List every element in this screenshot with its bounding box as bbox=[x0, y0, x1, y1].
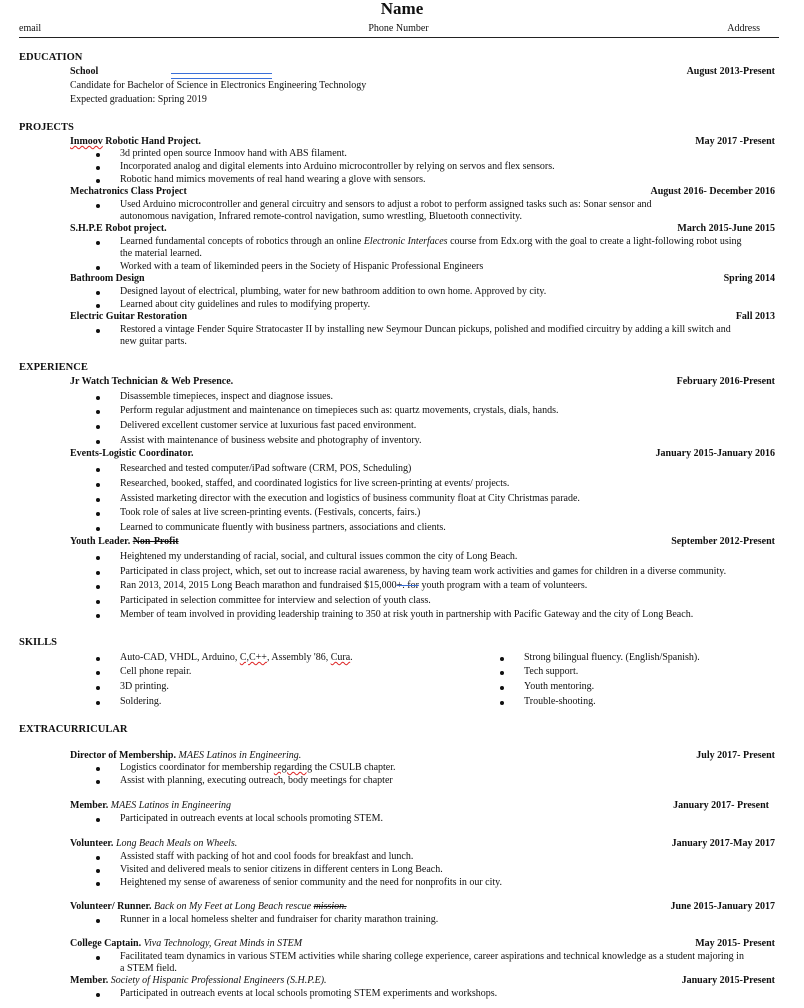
bullet-text: Heightened my understanding of racial, social, and cultural issues common the city of Long Beach. bbox=[120, 551, 518, 562]
section-projects: PROJECTS bbox=[19, 122, 74, 133]
school-name: School bbox=[70, 66, 99, 77]
bullet bbox=[96, 329, 100, 333]
bullet-text-cont: the material learned. bbox=[120, 248, 202, 259]
project-date: May 2017 -Present bbox=[695, 136, 775, 147]
activity-title bbox=[70, 838, 237, 849]
bullet-text: Assist with maintenance of business website and photography of inventory. bbox=[120, 435, 422, 446]
job-title: Events-Logistic Coordinator. bbox=[70, 448, 194, 459]
bullet bbox=[96, 571, 100, 575]
bullet-text-part: Logistics coordinator for membership bbox=[120, 762, 274, 773]
bullet-text: Assisted staff with packing of hot and cool foods for breakfast and lunch. bbox=[120, 851, 414, 862]
activity-date: July 2017- Present bbox=[696, 750, 775, 761]
bullet-text: Worked with a team of likeminded peers in the Society of Hispanic Professional Engineers bbox=[120, 261, 484, 272]
job-date: September 2012-Present bbox=[671, 536, 775, 547]
phone-number: Phone Number bbox=[368, 23, 429, 34]
activity-title bbox=[70, 901, 347, 912]
activity-date: May 2015- Present bbox=[695, 938, 775, 949]
bullet-text: Robotic hand mimics movements of real hand wearing a glove with sensors. bbox=[120, 174, 426, 185]
bullet bbox=[96, 241, 100, 245]
bullet bbox=[96, 657, 100, 661]
graduation-line: Expected graduation: Spring 2019 bbox=[70, 94, 207, 105]
activity-role: Member. bbox=[70, 975, 109, 986]
section-extracurricular: EXTRACURRICULAR bbox=[19, 724, 128, 735]
job-title: Jr Watch Technician & Web Presence. bbox=[70, 376, 234, 387]
bullet bbox=[96, 410, 100, 414]
bullet bbox=[96, 686, 100, 690]
project-date: Spring 2014 bbox=[723, 273, 775, 284]
bullet-text: Assist with planning, executing outreach, body meetings for chapter bbox=[120, 775, 393, 786]
skill-text: C,C++ bbox=[239, 652, 267, 663]
bullet-text: Learned about city guidelines and rules to modifying property. bbox=[120, 299, 371, 310]
bullet-text: Assisted marketing director with the execution and logistics of business community float at City Christmas parade. bbox=[120, 493, 580, 504]
bullet-text: Delivered excellent customer service at luxurious fast paced environment. bbox=[120, 420, 417, 431]
activity-date: June 2015-January 2017 bbox=[670, 901, 775, 912]
section-experience: EXPERIENCE bbox=[19, 362, 88, 373]
bullet bbox=[96, 585, 100, 589]
bullet-text: Researched, booked, staffed, and coordinated logistics for live screen-printing at events/ projects. bbox=[120, 478, 510, 489]
bullet-text: Perform regular adjustment and maintenance on timepieces such as: quartz movements, crystals, dials, hands. bbox=[120, 405, 559, 416]
email: email bbox=[19, 23, 42, 34]
education-date: August 2013-Present bbox=[686, 66, 775, 77]
project-title: Electric Guitar Restoration bbox=[70, 311, 188, 322]
job-date: February 2016-Present bbox=[676, 376, 775, 387]
activity-role: Member. bbox=[70, 800, 109, 811]
bullet-text: Used Arduino microcontroller and general circuitry and sensors to adjust a robot to perform assigned tasks such as: Sonar sensor and bbox=[120, 199, 652, 210]
struck-text: mission. bbox=[313, 901, 347, 912]
bullet-text-part: Ran 2013, 2014, 2015 Long Beach marathon and fundraised $15,000 bbox=[120, 580, 397, 591]
bullet-text: Heightened my sense of awareness of senior community and the need for nonprofits in our city. bbox=[120, 877, 503, 888]
activity-role: Director of Membership. bbox=[70, 750, 176, 761]
skill-item: Tech support. bbox=[524, 666, 579, 677]
section-skills: SKILLS bbox=[19, 637, 57, 648]
bullet-text: Participated in outreach events at local schools promoting STEM. bbox=[120, 813, 383, 824]
project-date: Fall 2013 bbox=[735, 311, 775, 322]
project-title: Mechatronics Class Project bbox=[70, 186, 187, 197]
skill-item: Cell phone repair. bbox=[120, 666, 192, 677]
bullet bbox=[96, 527, 100, 531]
bullet-text: Facilitated team dynamics in various STEM activities while sharing college experience, career aspirations and technical knowledge as a student majoring in bbox=[120, 951, 744, 962]
activity-org: Society of Hispanic Professional Engineers (S.H.P.E). bbox=[108, 975, 327, 986]
bullet bbox=[96, 483, 100, 487]
bullet-text: Disassemble timepieces, inspect and diagnose issues. bbox=[120, 391, 334, 402]
bullet bbox=[96, 440, 100, 444]
activity-role: Volunteer. bbox=[70, 838, 114, 849]
skill-text: . bbox=[350, 652, 353, 663]
activity-org: Back on My Feet at Long Beach rescue bbox=[151, 901, 314, 912]
bullet bbox=[500, 671, 504, 675]
activity-org: MAES Latinos in Engineering. bbox=[176, 750, 302, 761]
bullet bbox=[96, 767, 100, 771]
activity-org: MAES Latinos in Engineering bbox=[108, 800, 232, 811]
project-title bbox=[70, 136, 201, 147]
project-title: S.H.P.E Robot project. bbox=[70, 223, 167, 234]
bullet-text-cont: autonomous navigation, Infrared remote-control navigation, sumo wrestling, Bluetooth connectivity. bbox=[120, 211, 523, 222]
activity-org: Viva Technology, Great Minds in STEM bbox=[141, 938, 303, 949]
project-title: Bathroom Design bbox=[70, 273, 145, 284]
bullet bbox=[500, 686, 504, 690]
bullet bbox=[96, 556, 100, 560]
skill-item bbox=[120, 652, 353, 663]
skill-item: Youth mentoring. bbox=[524, 681, 595, 692]
bullet-text-part: the CSULB chapter. bbox=[312, 762, 396, 773]
section-education: EDUCATION bbox=[19, 52, 83, 63]
bullet bbox=[96, 701, 100, 705]
bullet-text bbox=[120, 762, 396, 773]
blue-underline-mark bbox=[171, 73, 272, 79]
bullet-text: Participated in outreach events at local schools promoting STEM experiments and workshops. bbox=[120, 988, 498, 999]
struck-text: Non-Profit bbox=[132, 536, 179, 547]
bullet bbox=[96, 671, 100, 675]
bullet bbox=[96, 919, 100, 923]
bullet-text: Researched and tested computer/iPad software (CRM, POS, Scheduling) bbox=[120, 463, 412, 474]
bullet-text: Restored a vintage Fender Squire Stratocaster II by installing new Seymour Duncan pickups, polished and modified circuitry by adding a kill switch and bbox=[120, 324, 731, 335]
bullet bbox=[96, 600, 100, 604]
job-date: January 2015-January 2016 bbox=[655, 448, 775, 459]
bullet bbox=[96, 204, 100, 208]
bullet-text-cont: a STEM field. bbox=[120, 963, 177, 974]
activity-title bbox=[70, 938, 302, 949]
bullet-text: 3d printed open source Inmoov hand with ABS filament. bbox=[120, 148, 347, 159]
bullet-text: Participated in selection committee for interview and selection of youth class. bbox=[120, 595, 431, 606]
bullet bbox=[96, 856, 100, 860]
bullet-text: Incorporated analog and digital elements into Arduino microcontroller by relying on servos and flex sensors. bbox=[120, 161, 555, 172]
activity-role: Volunteer/ Runner. bbox=[70, 901, 152, 912]
activity-date: January 2015-Present bbox=[681, 975, 775, 986]
bullet-text-part: course from Edx.org with the goal to create a light-following robot using bbox=[447, 236, 742, 247]
bullet bbox=[500, 657, 504, 661]
activity-title bbox=[70, 800, 231, 811]
bullet bbox=[500, 701, 504, 705]
header-divider bbox=[19, 37, 779, 38]
job-title-text: Youth Leader. bbox=[70, 536, 133, 547]
bullet-text: Designed layout of electrical, plumbing, water for new bathroom addition to own home. Approved by city. bbox=[120, 286, 547, 297]
bullet bbox=[96, 396, 100, 400]
bullet bbox=[96, 498, 100, 502]
bullet-text: Runner in a local homeless shelter and fundraiser for charity marathon training. bbox=[120, 914, 439, 925]
skill-item: 3D printing. bbox=[120, 681, 169, 692]
bullet-text: Visited and delivered meals to senior citizens in different centers in Long Beach. bbox=[120, 864, 443, 875]
bullet bbox=[96, 780, 100, 784]
bullet bbox=[96, 614, 100, 618]
activity-role: College Captain. bbox=[70, 938, 142, 949]
skill-item: Soldering. bbox=[120, 696, 162, 707]
bullet bbox=[96, 512, 100, 516]
resume-name: Name bbox=[380, 0, 424, 18]
bullet-text: Participated in class project, which, set out to increase racial awareness, by having team work activities and games for children in a diverse community. bbox=[120, 566, 727, 577]
bullet bbox=[96, 266, 100, 270]
skill-text: Auto-CAD, VHDL, Arduino, bbox=[120, 652, 240, 663]
activity-date: January 2017-May 2017 bbox=[671, 838, 775, 849]
project-date: August 2016- December 2016 bbox=[650, 186, 775, 197]
bullet-text-part: youth program with a team of volunteers. bbox=[418, 580, 588, 591]
address: Address bbox=[727, 23, 760, 34]
bullet bbox=[96, 818, 100, 822]
bullet-text: Member of team involved in providing leadership training to 350 at risk youth in partnership with Pacific Gateway and the city of Long Beach. bbox=[120, 609, 694, 620]
activity-org: Long Beach Meals on Wheels. bbox=[113, 838, 238, 849]
degree-line: Candidate for Bachelor of Science in Electronics Engineering Technology bbox=[70, 80, 367, 91]
bullet bbox=[96, 425, 100, 429]
bullet bbox=[96, 153, 100, 157]
bullet-text: Learned to communicate fluently with business partners, associations and clients. bbox=[120, 522, 446, 533]
bullet-text bbox=[120, 580, 587, 591]
bullet bbox=[96, 179, 100, 183]
activity-title bbox=[70, 750, 301, 761]
project-title-misspelled: Inmoov bbox=[70, 136, 103, 147]
bullet bbox=[96, 304, 100, 308]
bullet bbox=[96, 993, 100, 997]
skill-text: Cura bbox=[330, 652, 351, 663]
bullet-text-part: Learned fundamental concepts of robotics through an online bbox=[120, 236, 364, 247]
bullet bbox=[96, 882, 100, 886]
skill-item: Strong bilingual fluency. (English/Spanish). bbox=[524, 652, 700, 663]
project-date: March 2015-June 2015 bbox=[677, 223, 775, 234]
bullet bbox=[96, 166, 100, 170]
bullet-text-cont: new guitar parts. bbox=[120, 336, 187, 347]
bullet-text-part: regarding bbox=[273, 762, 313, 773]
bullet bbox=[96, 956, 100, 960]
bullet-text bbox=[120, 236, 742, 247]
job-title bbox=[70, 536, 179, 547]
bullet bbox=[96, 869, 100, 873]
activity-title bbox=[70, 975, 327, 986]
activity-date: January 2017- Present bbox=[673, 800, 769, 811]
skill-text: , Assembly '86, bbox=[266, 652, 331, 663]
course-name: Electronic Interfaces bbox=[363, 236, 448, 247]
bullet bbox=[96, 468, 100, 472]
bullet-text: Took role of sales at live screen-printing events. (Festivals, concerts, fairs.) bbox=[120, 507, 421, 518]
bullet bbox=[96, 291, 100, 295]
skill-item: Trouble-shooting. bbox=[524, 696, 596, 707]
project-title-rest: Robotic Hand Project. bbox=[102, 136, 201, 147]
struck-text: +. for bbox=[396, 580, 419, 591]
